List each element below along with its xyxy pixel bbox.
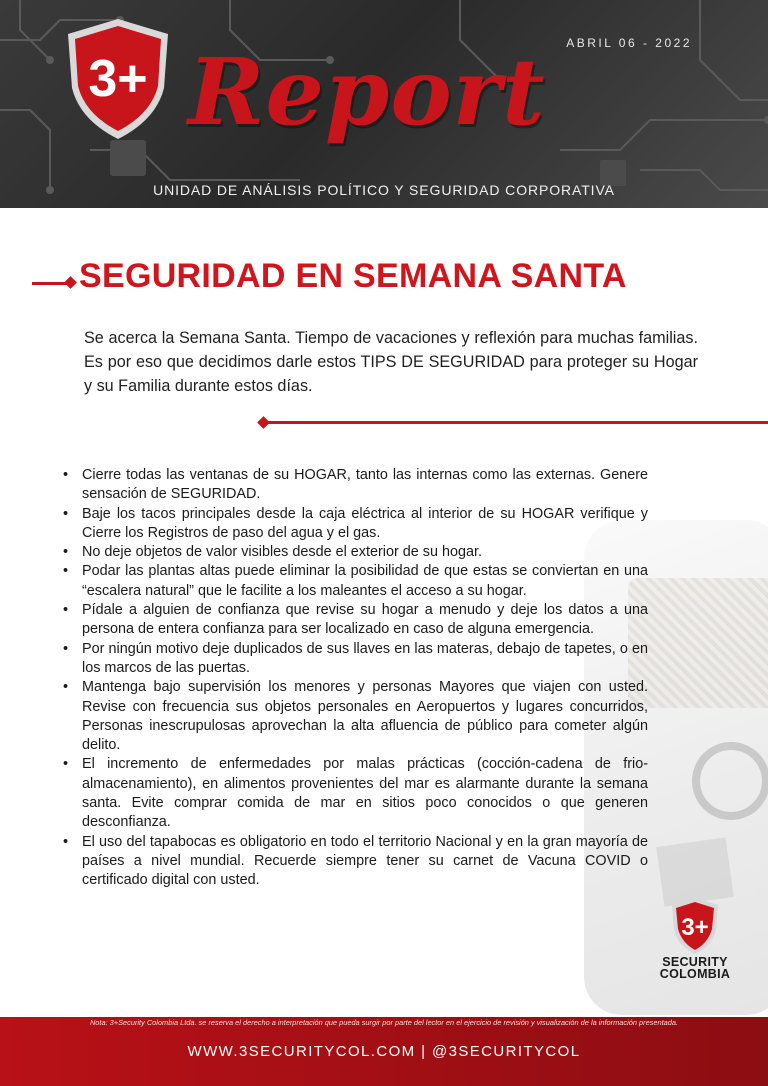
title-accent-diamond [64,276,77,289]
tip-text: Por ningún motivo deje duplicados de sus llaves en las materas, debajo de tapetes, o en los marcos de las puertas. [82,640,648,676]
security-shield-icon [670,896,720,956]
bullet-icon: • [63,756,69,773]
separator-line [266,421,768,424]
tip-text: Cierre todas las ventanas de su HOGAR, tanto las internas como las externas. Genere sensación de SEGURIDAD. [82,467,648,503]
footer [0,1017,768,1086]
tip-item [63,505,648,544]
tip-text: No deje objetos de valor visibles desde el exterior de su hogar. [82,544,482,561]
tip-item [63,640,648,679]
bullet-icon: • [63,679,69,696]
bullet-icon: • [63,505,69,522]
shield-logo-text: 3+ [88,50,148,108]
tip-item [63,755,648,832]
security-shield-text: 3+ [681,914,709,941]
tip-item [63,466,648,505]
bullet-icon: • [63,602,69,619]
tips-list [63,466,648,891]
security-logo-line2: COLOMBIA [659,967,731,981]
article-title: SEGURIDAD EN SEMANA SANTA [79,257,627,295]
tip-text: Pídale a alguien de confianza que revise su hogar a menudo y deje los datos a una persona de entera confianza para ser localizado en caso de alguna emergencia. [82,602,648,638]
background-camera-image [692,742,768,820]
bullet-icon: • [63,833,69,850]
tip-text: Baje los tacos principales desde la caja eléctrica al interior de su HOGAR verifique y Cierre los Registros de paso del agua y el gas. [82,505,648,541]
tip-text: Mantenga bajo supervisión los menores y personas Mayores que viajen con usted. Revise con frecuencia sus objetos personales en Aeropuertos y lugares concurridos, Personas inescrupulosas aprovechan la alta afluencia de público para cometer algún delito. [82,679,648,754]
background-fabric-image [628,578,768,708]
tip-item [63,543,648,562]
footer-links: WWW.3SECURITYCOL.COM | @3SECURITYCOL [187,1043,581,1060]
header-subtitle: UNIDAD DE ANÁLISIS POLÍTICO Y SEGURIDAD CORPORATIVA [153,182,615,198]
security-colombia-logo [654,896,736,980]
bullet-icon: • [63,563,69,580]
tip-item [63,562,648,601]
report-title: Report [188,38,546,146]
tip-text: Podar las plantas altas puede eliminar la posibilidad de que estas se conviertan en una “escalera natural” que le facilite a los maleantes el acceso a su hogar. [82,563,648,599]
footer-disclaimer: Nota: 3+Security Colombia Ltda. se reserva el derecho a interpretación que pueda surgir por parte del lector en el ejercicio de revisión y visualización de la información presentada. [89,1018,679,1027]
tip-text: El incremento de enfermedades por malas prácticas (cocción-cadena de frio-almacenamiento), en alimentos provenientes del mar es alarmante durante la semana santa. Evite comprar comida de mar en sitios poco conocidos o que generen desconfianza. [82,756,648,831]
tip-item [63,833,648,891]
report-header [0,0,768,208]
security-logo-line1: SECURITY [662,955,728,969]
bullet-icon: • [63,544,69,561]
shield-logo-icon [64,16,172,142]
intro-paragraph: Se acerca la Semana Santa. Tiempo de vacaciones y reflexión para muchas familias. Es por eso que decidimos darle estos TIPS DE SEGURIDAD para proteger su Hogar y su Familia durante estos días. [84,329,698,395]
tip-item [63,678,648,755]
issue-date: ABRIL 06 - 2022 [566,36,692,50]
tip-text: El uso del tapabocas es obligatorio en todo el territorio Nacional y en la gran mayoría de países a nivel mundial. Recuerde siempre tener su carnet de Vacuna COVID o certificado digital con usted. [82,833,648,889]
bullet-icon: • [63,467,69,483]
bullet-icon: • [63,640,69,657]
tip-item [63,601,648,640]
